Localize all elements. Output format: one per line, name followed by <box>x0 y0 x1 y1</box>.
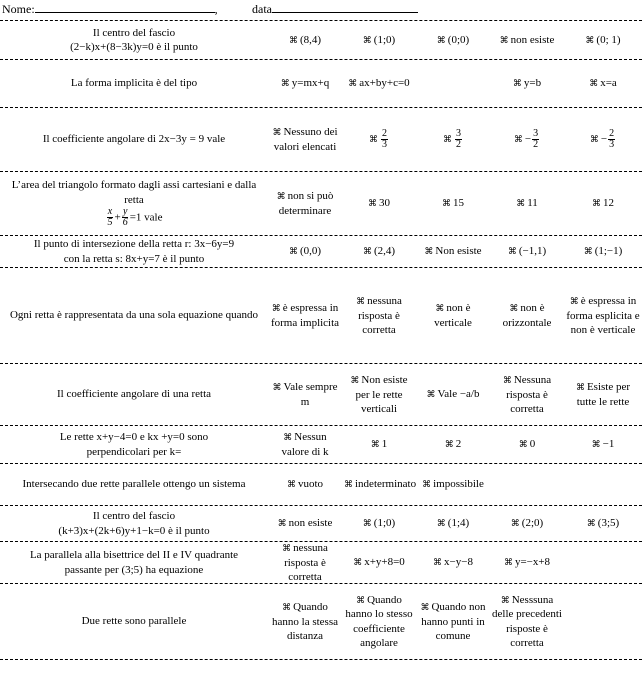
answer-option[interactable]: ⌘ (0;0) <box>436 33 470 46</box>
checkbox-icon[interactable]: ⌘ <box>436 519 446 530</box>
question-row <box>0 60 642 108</box>
answer-option[interactable]: ⌘ (−1,1) <box>507 245 547 258</box>
answer-option[interactable]: ⌘ (0; 1) <box>585 33 621 46</box>
checkbox-icon[interactable]: ⌘ <box>589 79 599 90</box>
fraction: $\frac{2}{3}$ <box>382 127 387 150</box>
question-row <box>0 364 642 426</box>
checkbox-icon[interactable]: ⌘ <box>272 383 282 393</box>
name-comma: , <box>214 2 218 16</box>
checkbox-icon[interactable]: ⌘ <box>282 602 292 613</box>
checkbox-icon[interactable]: ⌘ <box>592 199 601 210</box>
answer-option[interactable]: ⌘ 30 <box>368 197 390 210</box>
checkbox-icon[interactable]: ⌘ <box>516 199 526 210</box>
answer-option[interactable]: ⌘ (2;0) <box>510 517 544 530</box>
answer-option[interactable]: ⌘ x+y+8=0 <box>353 556 405 569</box>
checkbox-icon[interactable]: ⌘ <box>422 480 432 491</box>
checkbox-icon[interactable]: ⌘ <box>424 247 434 258</box>
answer-option[interactable]: ⌘ non è orizzontale <box>502 302 552 329</box>
answer-option[interactable]: ⌘ Nessun valore di k <box>281 431 329 458</box>
question-text: La forma implicita è del tipo <box>70 77 198 90</box>
question-text: Il centro del fascio (k+3)x+(2k+6)y+1−k=0 è il punto <box>58 510 210 537</box>
question-row <box>0 506 642 542</box>
checkbox-icon[interactable]: ⌘ <box>288 35 298 46</box>
checkbox-icon[interactable]: ⌘ <box>503 558 513 569</box>
checkbox-icon[interactable]: ⌘ <box>513 135 523 146</box>
question-row <box>0 108 642 172</box>
checkbox-icon[interactable]: ⌘ <box>585 35 595 46</box>
answer-option[interactable]: ⌘ nessuna risposta è corretta <box>356 294 402 336</box>
question-row <box>0 542 642 584</box>
answer-option[interactable] <box>342 129 416 151</box>
question-text: Le rette x+y−4=0 e kx +y=0 sono perpendicolari per k= <box>59 431 209 458</box>
fraction: $\frac{2}{3}$ <box>609 127 615 150</box>
checkbox-icon[interactable]: ⌘ <box>591 440 601 451</box>
question-row <box>0 426 642 464</box>
answer-option[interactable]: ⌘ 11 <box>516 197 538 210</box>
questions-list <box>0 20 642 660</box>
checkbox-icon[interactable]: ⌘ <box>286 480 296 491</box>
checkbox-icon[interactable]: ⌘ <box>271 304 281 314</box>
question-row <box>0 464 642 506</box>
checkbox-icon[interactable]: ⌘ <box>362 35 372 46</box>
options <box>268 364 642 425</box>
answer-option[interactable]: ⌘ x−y−8 <box>433 556 473 569</box>
answer-option[interactable]: ⌘ 0 <box>518 438 536 451</box>
answer-option[interactable]: ⌘ Esiste per tutte le rette <box>575 381 631 408</box>
date-label: data <box>252 2 272 16</box>
checkbox-icon[interactable]: ⌘ <box>444 440 454 451</box>
question-text: Ogni retta è rappresentata da una sola equazione quando <box>9 309 258 322</box>
question-text: Due rette sono parallele <box>81 615 187 628</box>
answer-option[interactable]: ⌘ (1;0) <box>362 517 396 530</box>
options <box>268 60 642 107</box>
checkbox-icon[interactable]: ⌘ <box>583 247 593 258</box>
answer-option[interactable]: ⌘ y=b <box>512 77 542 90</box>
date-line[interactable] <box>272 2 418 13</box>
answer-option[interactable]: ⌘ indeterminato <box>344 478 417 491</box>
answer-option[interactable]: ⌘ non esiste <box>277 517 333 530</box>
answer-option[interactable]: ⌘ è espressa in forma esplicita e non è verticale <box>566 294 640 336</box>
checkbox-icon[interactable]: ⌘ <box>350 375 360 386</box>
question-text: Intersecando due rette parallele ottengo un sistema <box>22 478 246 491</box>
checkbox-icon[interactable]: ⌘ <box>362 519 372 530</box>
checkbox-icon[interactable]: ⌘ <box>353 558 363 569</box>
checkbox-icon[interactable]: ⌘ <box>502 375 512 386</box>
answer-option[interactable]: ⌘ impossibile <box>422 478 484 491</box>
name-line[interactable] <box>35 2 215 13</box>
answer-option[interactable]: ⌘ (1;−1) <box>583 245 623 258</box>
checkbox-icon[interactable]: ⌘ <box>569 296 579 307</box>
checkbox-icon[interactable]: ⌘ <box>433 558 443 569</box>
question-row <box>0 584 642 660</box>
answer-option[interactable] <box>416 129 490 151</box>
answer-option[interactable]: ⌘ Nesssuna delle precedenti risposte è corretta <box>492 593 562 649</box>
options <box>268 236 642 267</box>
checkbox-icon[interactable]: ⌘ <box>280 79 290 90</box>
answer-option[interactable]: ⌘ nessuna risposta è corretta <box>282 541 328 583</box>
answer-option[interactable]: ⌘ ax+by+c=0 <box>348 77 410 90</box>
checkbox-icon[interactable]: ⌘ <box>575 383 585 393</box>
answer-option[interactable]: ⌘ (0,0) <box>288 245 322 258</box>
checkbox-icon[interactable]: ⌘ <box>435 304 445 314</box>
question-row <box>0 172 642 236</box>
checkbox-icon[interactable]: ⌘ <box>370 440 380 451</box>
options <box>268 426 642 463</box>
checkbox-icon[interactable]: ⌘ <box>500 595 510 606</box>
question-text: Il coefficiente angolare di una retta <box>56 388 212 401</box>
answer-option[interactable]: ⌘ Nessuno dei valori elencati <box>272 126 338 153</box>
question-text: La parallela alla bisettrice del II e IV quadrante passante per (3;5) ha equazione <box>29 549 239 576</box>
question-row <box>0 20 642 60</box>
checkbox-icon[interactable]: ⌘ <box>282 543 292 554</box>
checkbox-icon[interactable]: ⌘ <box>420 602 430 613</box>
answer-option[interactable]: ⌘ Non esiste per le rette verticali <box>350 373 408 415</box>
header <box>2 0 638 20</box>
checkbox-icon[interactable]: ⌘ <box>288 247 298 258</box>
answer-option[interactable]: ⌘ non è verticale <box>434 302 472 329</box>
checkbox-icon[interactable]: ⌘ <box>443 135 452 146</box>
options <box>268 172 642 235</box>
answer-option[interactable]: ⌘ − $\frac{3}{2}$ <box>513 127 539 150</box>
options <box>268 506 642 541</box>
answer-option[interactable]: ⌘ 1 <box>370 438 388 451</box>
options <box>268 268 642 363</box>
checkbox-icon[interactable]: ⌘ <box>344 480 353 491</box>
answer-option[interactable]: ⌘ (2,4) <box>362 245 396 258</box>
answer-option[interactable]: ⌘ Non esiste <box>424 245 482 258</box>
options <box>268 108 642 171</box>
checkbox-icon[interactable]: ⌘ <box>283 433 293 443</box>
checkbox-icon[interactable]: ⌘ <box>276 192 286 202</box>
checkbox-icon[interactable]: ⌘ <box>499 35 509 46</box>
answer-option[interactable]: ⌘ y=−x+8 <box>503 556 551 569</box>
question-text: Il centro del fascio (2−k)x+(8−3k)y=0 è il punto <box>70 26 198 53</box>
answer-option[interactable]: ⌘ Quando hanno la stessa distanza <box>272 600 338 642</box>
question-text: Il punto di intersezione della retta r: 3x−6y=9 con la retta s: 8x+y=7 è il punto <box>33 238 235 265</box>
checkbox-icon[interactable]: ⌘ <box>362 247 372 258</box>
fraction: $\frac{3}{2}$ <box>533 127 539 150</box>
question-text: L’area del triangolo formato dagli assi cartesiani e dalla retta $\frac{x}{5}$ + $\frac{y}{6}$ =1 vale <box>11 179 257 229</box>
answer-option[interactable]: ⌘ Nessuna risposta è corretta <box>502 373 552 415</box>
answer-option[interactable]: ⌘ −1 <box>591 438 615 451</box>
name-label: Nome: <box>2 2 35 16</box>
answer-option[interactable]: ⌘ Quando hanno lo stesso coefficiente angolare <box>345 593 413 649</box>
answer-option[interactable]: ⌘ è espressa in forma implicita <box>270 302 340 329</box>
answer-option[interactable]: ⌘ Quando non hanno punti in comune <box>420 600 486 642</box>
checkbox-icon[interactable]: ⌘ <box>507 247 517 258</box>
checkbox-icon[interactable]: ⌘ <box>586 519 596 530</box>
checkbox-icon[interactable]: ⌘ <box>510 519 520 530</box>
answer-option[interactable]: ⌘ − $\frac{2}{3}$ <box>589 127 615 150</box>
answer-option[interactable]: ⌘ (8,4) <box>288 33 322 46</box>
checkbox-icon[interactable]: ⌘ <box>512 79 522 90</box>
answer-option[interactable]: ⌘ y=mx+q <box>280 77 330 90</box>
options <box>268 584 642 659</box>
answer-option[interactable]: ⌘ (3;5) <box>586 517 620 530</box>
checkbox-icon[interactable]: ⌘ <box>426 390 436 401</box>
checkbox-icon[interactable]: ⌘ <box>356 595 366 606</box>
fraction: $\frac{x}{5}$ <box>107 205 113 229</box>
answer-option[interactable]: ⌘ x=a <box>589 77 617 90</box>
answer-option[interactable]: ⌘ Vale −a/b <box>426 388 480 401</box>
answer-option[interactable]: ⌘ 2 <box>444 438 462 451</box>
answer-option[interactable]: ⌘ (1;4) <box>436 517 470 530</box>
fraction: $\frac{3}{2}$ <box>456 127 461 150</box>
checkbox-icon[interactable]: ⌘ <box>356 296 366 307</box>
answer-option[interactable]: ⌘ non si può determinare <box>276 190 334 217</box>
checkbox-icon[interactable]: ⌘ <box>436 35 446 46</box>
options <box>268 542 642 583</box>
answer-option[interactable]: ⌘ (1;0) <box>362 33 396 46</box>
checkbox-icon[interactable]: ⌘ <box>509 304 519 314</box>
checkbox-icon[interactable]: ⌘ <box>589 135 599 146</box>
fraction: $\frac{y}{6}$ <box>122 205 128 229</box>
checkbox-icon[interactable]: ⌘ <box>277 519 287 530</box>
options <box>268 464 642 505</box>
checkbox-icon[interactable]: ⌘ <box>348 79 358 90</box>
options <box>268 21 642 59</box>
checkbox-icon[interactable]: ⌘ <box>518 440 528 451</box>
checkbox-icon[interactable]: ⌘ <box>272 128 282 138</box>
answer-option[interactable]: ⌘ 15 <box>442 197 464 210</box>
answer-option[interactable]: ⌘ Vale sempre m <box>272 381 338 408</box>
question-row <box>0 236 642 268</box>
checkbox-icon[interactable]: ⌘ <box>369 135 378 146</box>
checkbox-icon[interactable]: ⌘ <box>442 199 451 210</box>
answer-option[interactable]: ⌘ vuoto <box>286 478 324 491</box>
name-field[interactable] <box>2 2 218 18</box>
date-field[interactable] <box>252 2 418 18</box>
checkbox-icon[interactable]: ⌘ <box>368 199 377 210</box>
question-row <box>0 268 642 364</box>
answer-option[interactable]: ⌘ non esiste <box>499 33 555 46</box>
answer-option[interactable]: ⌘ 12 <box>592 197 614 210</box>
question-text: Il coefficiente angolare di 2x−3y = 9 vale <box>42 133 226 146</box>
